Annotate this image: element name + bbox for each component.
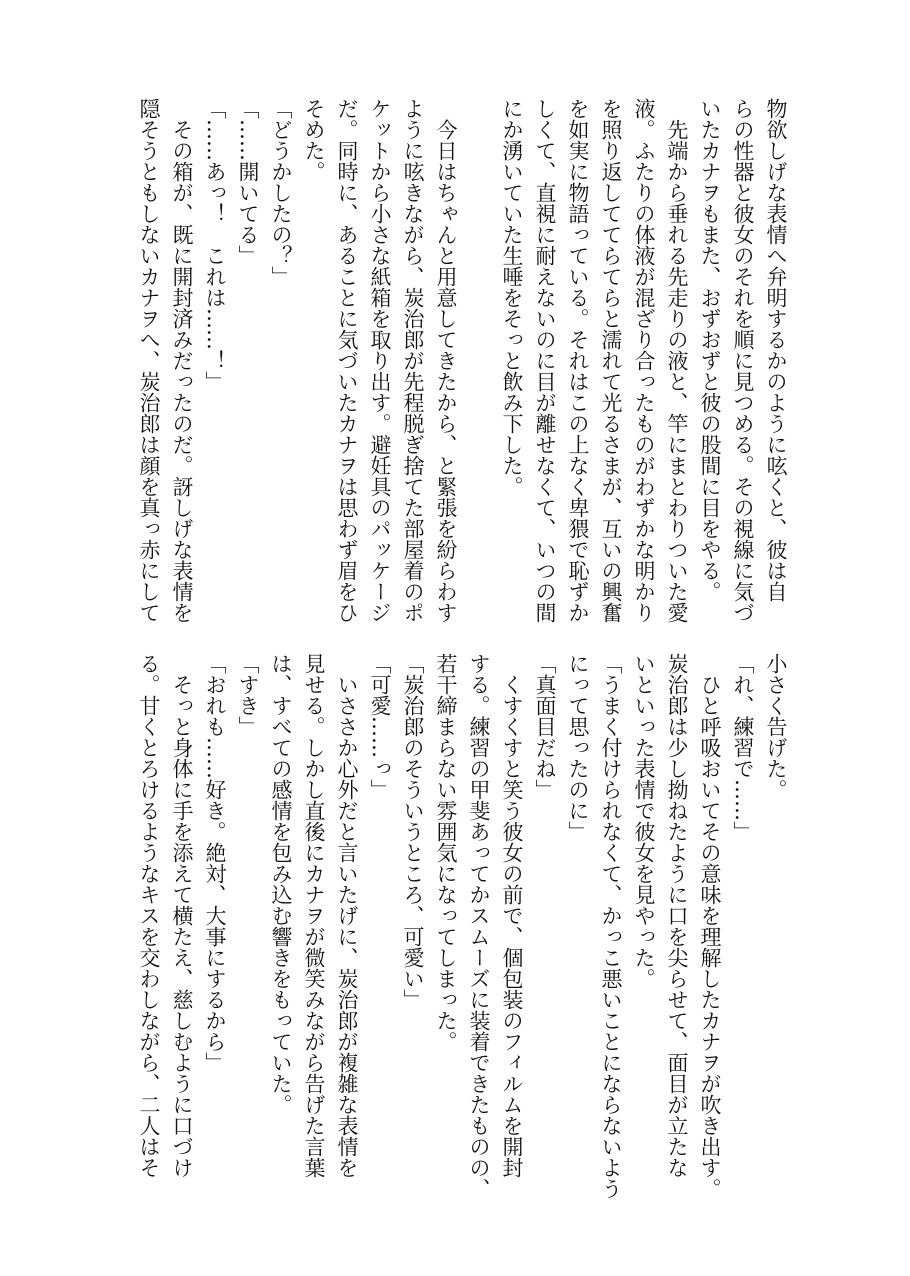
text-line: 「れ、練習で……」 [731,653,755,842]
text-line: 見せる。しかし直後にカナヲが微笑みながら告げた言葉 [302,653,326,1178]
text-line: 「……開いてる」 [236,98,260,266]
text-line: 隠そうともしないカナヲへ、炭治郎は顔を真っ赤にして [137,98,161,623]
text-line: 今日はちゃんと用意してきたから、と緊張を紛らわす [434,98,458,623]
text-line: にって思ったのに」 [566,653,590,842]
text-line: る。甘くとろけるようなキスを交わしながら、二人はそ [137,653,161,1178]
text-line: 若干締まらない雰囲気になってしまった。 [434,653,458,1052]
text-line: 「可愛……っ」 [368,653,392,800]
text-line: くすくすと笑う彼女の前で、個包装のフィルムを開封 [500,653,524,1178]
text-line: だ。同時に、あることに気づいたカナヲは思わず眉をひ [335,98,359,623]
text-line [462,98,495,618]
text-line: しくて、直視に耐えないのに目が離せなくて、いつの間 [533,98,557,623]
text-line: 「……あっ！ これは……！」 [203,98,227,392]
text-line: いといった表情で彼女を見やった。 [632,653,656,989]
text-line: 「炭治郎のそういうところ、可愛い」 [401,653,425,1010]
text-block-top [132,98,792,623]
text-block-bottom [132,653,792,1199]
text-line: らの性器と彼女のそれを順に見つめる。その視線に気づ [731,98,755,623]
text-line: ひと呼吸おいてその意味を理解したカナヲが吹き出す。 [698,653,722,1199]
text-line: を照り返しててらてらと濡れて光るさまが、互いの興奮 [599,98,623,623]
text-line: は、すべての感情を包み込む響きをもっていた。 [269,653,293,1115]
text-line: 「おれも……好き。絶対、大事にするから」 [203,653,227,1073]
text-line: 炭治郎は少し拗ねたように口を尖らせて、面目が立たな [665,653,689,1178]
text-line: ケットから小さな紙箱を取り出す。避妊具のパッケージ [368,98,392,623]
text-line: 「うまく付けられなくて、かっこ悪いことにならないよう [599,653,623,1199]
text-line: いささか心外だと言いたげに、炭治郎が複雑な表情を [335,653,359,1178]
text-line: 小さく告げた。 [764,653,788,800]
text-line: 「すき」 [236,653,260,737]
text-line: ように呟きながら、炭治郎が先程脱ぎ捨てた部屋着のポ [401,98,425,623]
text-line: 物欲しげな表情へ弁明するかのように呟くと、彼は自 [764,98,788,602]
text-line: にか湧いていた生唾をそっと飲み下した。 [500,98,524,497]
text-line: 「真面目だね」 [533,653,557,800]
text-line: その箱が、既に開封済みだったのだ。訝しげな表情を [170,98,194,623]
text-line: する。練習の甲斐あってかスムーズに装着できたものの、 [467,653,491,1199]
text-line: を如実に物語っている。それはこの上なく卑猥で恥ずか [566,98,590,623]
text-line: そっと身体に手を添えて横たえ、慈しむように口づけ [170,653,194,1178]
text-line: そめた。 [302,98,326,182]
text-line: 先端から垂れる先走りの液と、竿にまとわりついた愛 [665,98,689,623]
text-line: いたカナヲもまた、おずおずと彼の股間に目をやる。 [698,98,722,602]
text-line: 「どうかしたの？」 [269,98,293,287]
text-line: 液。ふたりの体液が混ざり合ったものがわずかな明かり [632,98,656,623]
